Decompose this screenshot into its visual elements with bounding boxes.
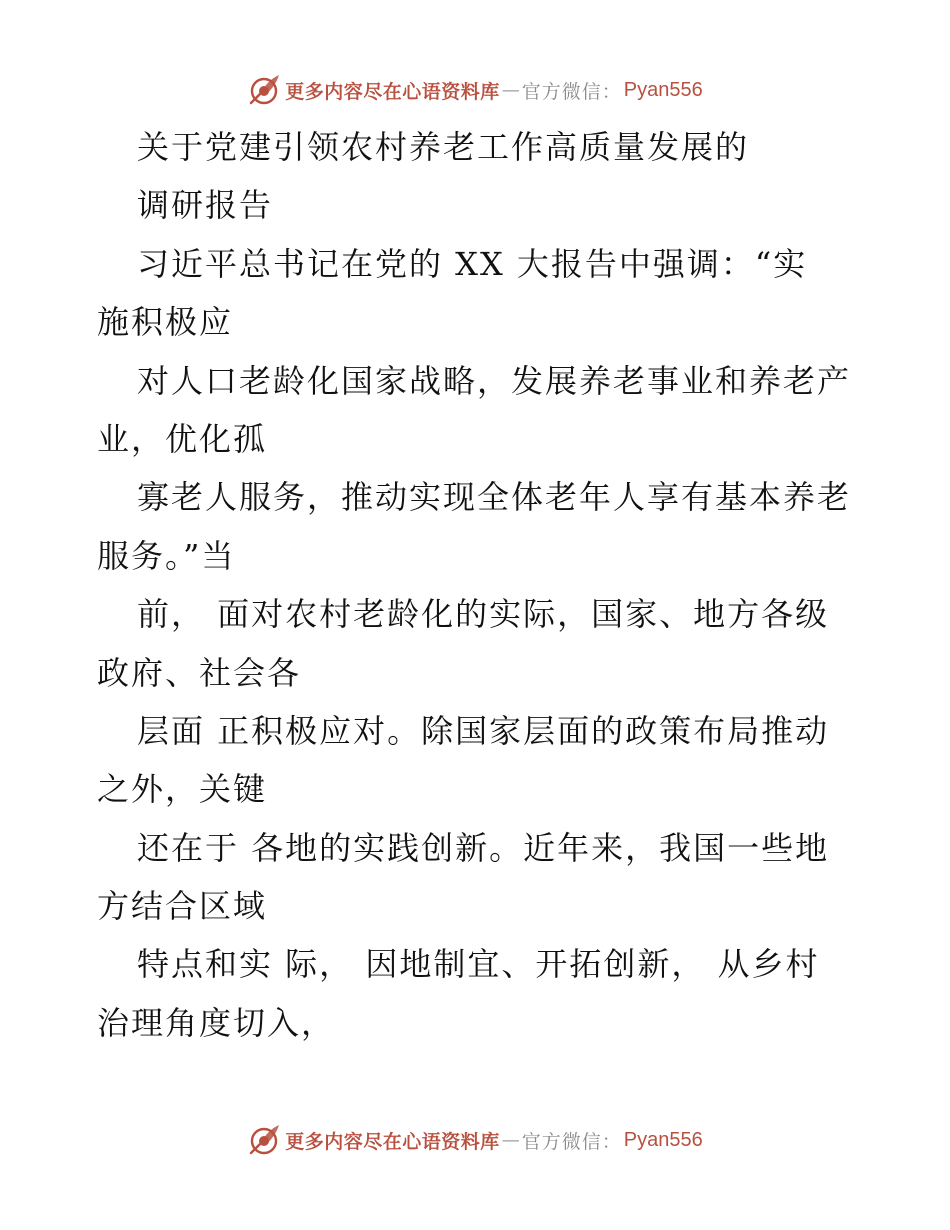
document-line: 政府、社会各 <box>97 653 302 692</box>
banner-account-id: Pyan556 <box>623 1128 703 1151</box>
document-line: 前， 面对农村老龄化的实际，国家、地方各级 <box>137 595 830 634</box>
document-body <box>97 118 857 1052</box>
document-line: 特点和实 际， 因地制宜、开拓创新， 从乡村 <box>137 945 820 984</box>
document-line: 服务。”当 <box>97 536 236 575</box>
footer-banner <box>0 1120 950 1160</box>
document-line: 业，优化孤 <box>97 419 268 458</box>
quill-pen-logo-icon <box>247 1123 281 1157</box>
document-line: 习近平总书记在党的 XX 大报告中强调：“实 <box>137 244 808 283</box>
document-line: 方结合区域 <box>97 887 268 926</box>
document-line: 治理角度切入， <box>97 1003 336 1042</box>
document-line: 还在于 各地的实践创新。近年来，我国一些地 <box>137 828 830 867</box>
banner-dash: — <box>501 1129 520 1151</box>
document-line: 寡老人服务，推动实现全体老年人享有基本养老 <box>137 478 852 517</box>
banner-dash: — <box>501 79 520 101</box>
document-line: 施积极应 <box>97 303 234 342</box>
banner-brand-text: 更多内容尽在心语资料库 <box>285 1130 500 1153</box>
document-line: 关于党建引领农村养老工作高质量发展的 <box>137 128 750 166</box>
banner-account-label: 官方微信： <box>521 1130 622 1153</box>
banner-account-label: 官方微信： <box>521 80 622 103</box>
quill-pen-logo-icon <box>247 73 281 107</box>
banner-brand-text: 更多内容尽在心语资料库 <box>285 80 500 103</box>
document-line: 层面 正积极应对。除国家层面的政策布局推动 <box>137 711 830 750</box>
document-line: 调研报告 <box>137 186 274 225</box>
banner-account-id: Pyan556 <box>623 78 703 101</box>
document-line: 对人口老龄化国家战略，发展养老事业和养老产 <box>137 361 852 400</box>
header-banner <box>0 70 950 110</box>
document-line: 之外，关键 <box>97 770 268 809</box>
